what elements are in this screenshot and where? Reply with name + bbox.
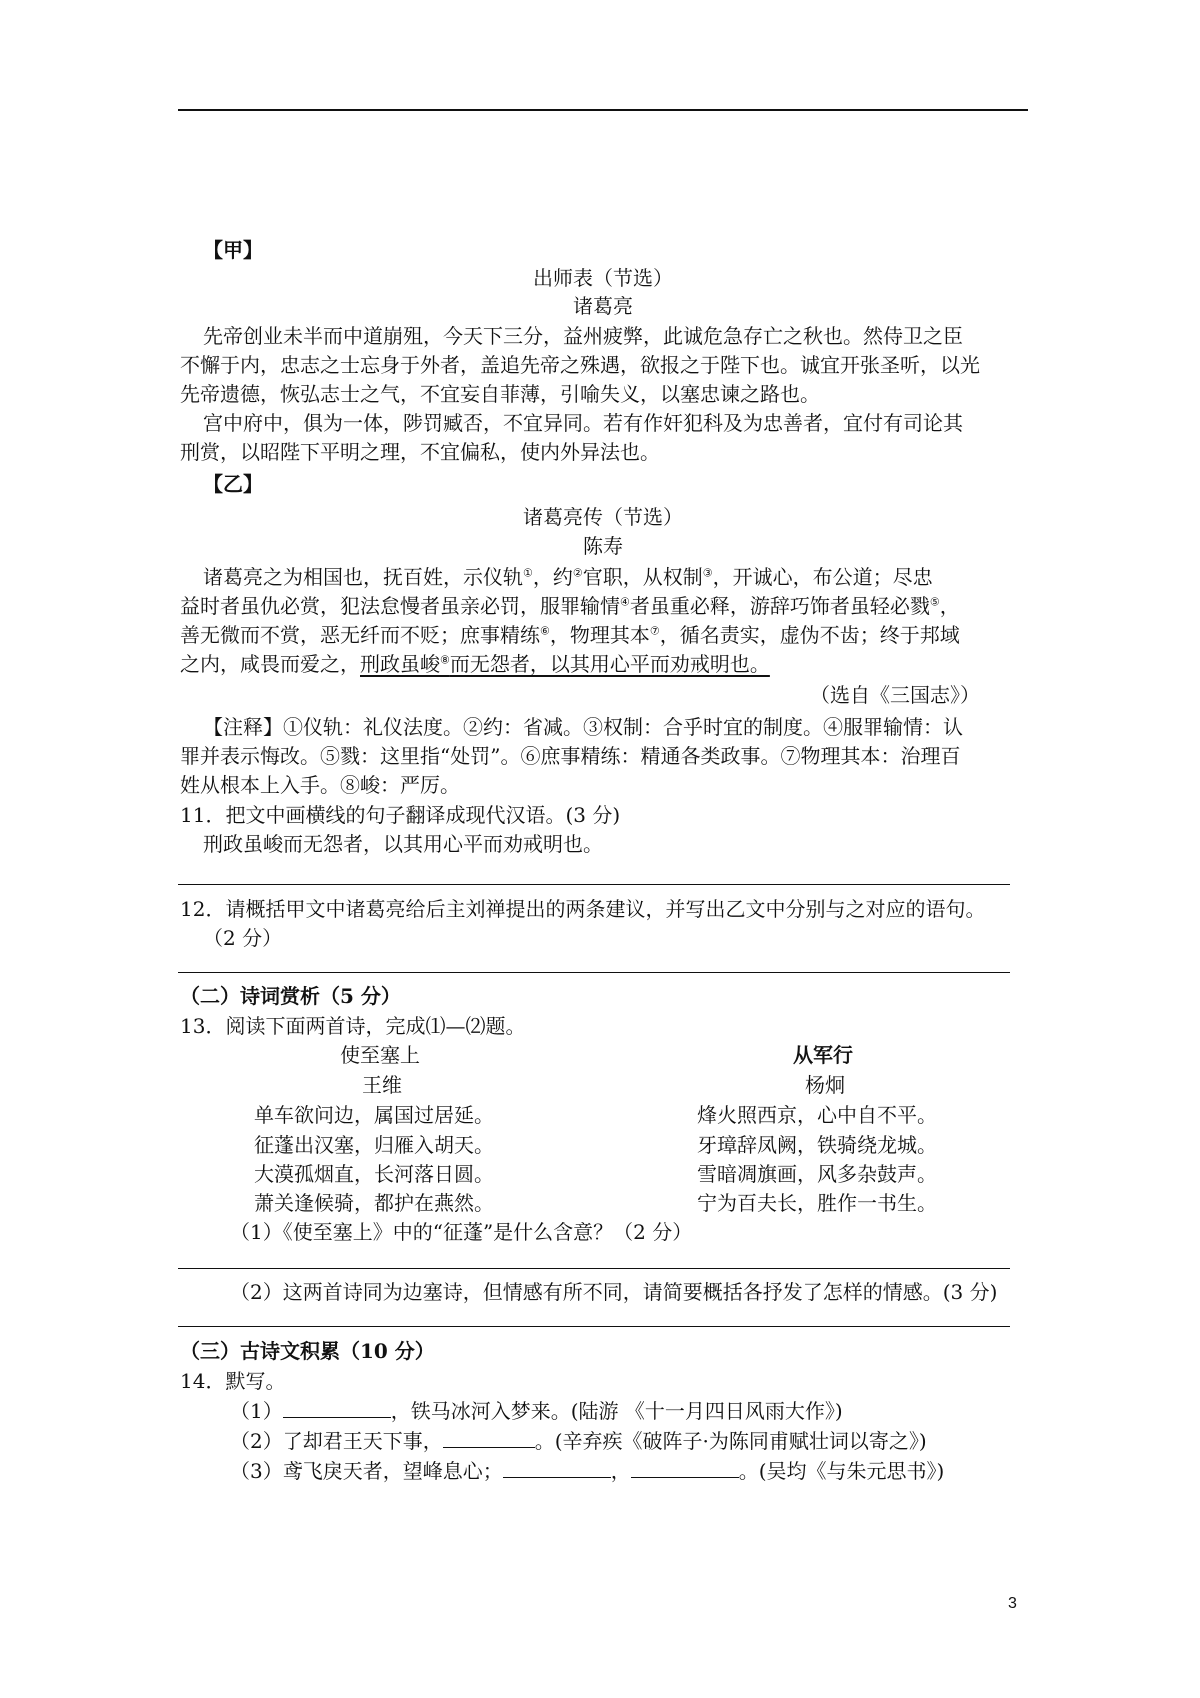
poem2-line-1: 烽火照西京，心中自不平。 [697, 1103, 937, 1127]
section2-heading: （二）诗词赏析（5 分） [180, 984, 401, 1008]
yi-line-2: 益时者虽仇必赏，犯法怠慢者虽亲必罚，服罪输情④者虽重必释，游辞巧饰者虽轻必戮⑤， [180, 594, 960, 618]
notes-line-2: 罪并表示悔改。⑤戮：这里指“处罚”。⑥庶事精练：精通各类政事。⑦物理其本：治理百 [180, 744, 961, 768]
page-number: 3 [1008, 1595, 1017, 1612]
yi-line-4: 之内，咸畏而爱之，刑政虽峻⑧而无怨者，以其用心平而劝戒明也。 [180, 652, 770, 676]
poem1-line-4: 萧关逢候骑，都护在燕然。 [254, 1191, 494, 1215]
section3-heading: （三）古诗文积累（10 分） [180, 1339, 435, 1363]
yi-source: （选自《三国志》） [810, 683, 980, 707]
q12-answer-line[interactable] [178, 972, 1010, 973]
jia-title: 出师表（节选） [533, 266, 673, 290]
jia-line-2: 不懈于内，忠志之士忘身于外者，盖追先帝之殊遇，欲报之于陛下也。诚宜开张圣听，以光 [180, 353, 980, 377]
q13-prompt: 13．阅读下面两首诗，完成⑴—⑵题。 [180, 1014, 526, 1038]
q11-answer-line[interactable] [178, 884, 1010, 885]
poem2-line-2: 牙璋辞凤阙，铁骑绕龙城。 [697, 1133, 937, 1157]
dictation-3-blank-b[interactable] [631, 1457, 739, 1478]
jia-line-1: 先帝创业未半而中道崩殂，今天下三分，益州疲弊，此诚危急存亡之秋也。然侍卫之臣 [203, 324, 963, 348]
poem1-title: 使至塞上 [340, 1043, 420, 1067]
jia-line-4: 宫中府中，俱为一体，陟罚臧否，不宜异同。若有作奸犯科及为忠善者，宜付有司论其 [203, 411, 963, 435]
jia-tag: 【甲】 [203, 238, 263, 262]
yi-tag: 【乙】 [203, 472, 263, 496]
poem1-line-2: 征蓬出汉塞，归雁入胡天。 [254, 1133, 494, 1157]
yi-author: 陈寿 [583, 534, 623, 558]
q11-sentence: 刑政虽峻而无怨者，以其用心平而劝戒明也。 [203, 832, 603, 856]
dictation-1-blank[interactable] [283, 1397, 391, 1418]
dictation-2: （2）了却君王天下事， 。(辛弃疾《破阵子·为陈同甫赋壮词以寄之》) [230, 1429, 927, 1453]
jia-line-5: 刑赏，以昭陛下平明之理，不宜偏私，使内外异法也。 [180, 440, 660, 464]
q12-score: （2 分） [203, 926, 283, 950]
poem2-title: 从军行 [793, 1043, 853, 1067]
poem2-line-4: 宁为百夫长，胜作一书生。 [697, 1191, 937, 1215]
q13-1-prompt: （1）《使至塞上》中的“征蓬”是什么含意？（2 分） [230, 1220, 693, 1244]
yi-line-1: 诸葛亮之为相国也，抚百姓，示仪轨①，约②官职，从权制③，开诚心，布公道；尽忠 [203, 565, 933, 589]
q12-prompt: 12．请概括甲文中诸葛亮给后主刘禅提出的两条建议，并写出乙文中分别与之对应的语句。 [180, 897, 986, 921]
poem2-line-3: 雪暗凋旗画，风多杂鼓声。 [697, 1162, 937, 1186]
underlined-sentence: 刑政虽峻⑧而无怨者，以其用心平而劝戒明也。 [360, 652, 770, 676]
yi-line-3: 善无微而不赏，恶无纤而不贬；庶事精练⑥，物理其本⑦，循名责实，虚伪不齿；终于邦域 [180, 623, 960, 647]
jia-author: 诸葛亮 [573, 294, 633, 318]
q11-prompt: 11．把文中画横线的句子翻译成现代汉语。(3 分) [180, 803, 621, 827]
dictation-1: （1） ，铁马冰河入梦来。(陆游 《十一月四日风雨大作》) [230, 1399, 843, 1423]
poem1-author: 王维 [362, 1073, 402, 1097]
dictation-3-blank-a[interactable] [503, 1457, 611, 1478]
q14-prompt: 14．默写。 [180, 1369, 286, 1393]
header-rule [178, 109, 1028, 111]
q13-1-answer-line[interactable] [178, 1268, 1010, 1269]
dictation-2-blank[interactable] [443, 1427, 535, 1448]
poem1-line-1: 单车欲问边，属国过居延。 [254, 1103, 494, 1127]
poem1-line-3: 大漠孤烟直，长河落日圆。 [254, 1162, 494, 1186]
yi-title: 诸葛亮传（节选） [523, 505, 683, 529]
dictation-3: （3）鸢飞戾天者，望峰息心； ， 。(吴均《与朱元思书》) [230, 1459, 945, 1483]
q13-2-prompt: （2）这两首诗同为边塞诗，但情感有所不同，请简要概括各抒发了怎样的情感。(3 分) [230, 1280, 998, 1304]
poem2-author: 杨炯 [805, 1073, 845, 1097]
notes-line-3: 姓从根本上入手。⑧峻：严厉。 [180, 773, 460, 797]
jia-line-3: 先帝遗德，恢弘志士之气，不宜妄自菲薄，引喻失义，以塞忠谏之路也。 [180, 382, 820, 406]
notes-line-1: 【注释】①仪轨：礼仪法度。②约：省减。③权制：合乎时宜的制度。④服罪输情：认 [203, 715, 963, 739]
q13-2-answer-line[interactable] [178, 1326, 1010, 1327]
